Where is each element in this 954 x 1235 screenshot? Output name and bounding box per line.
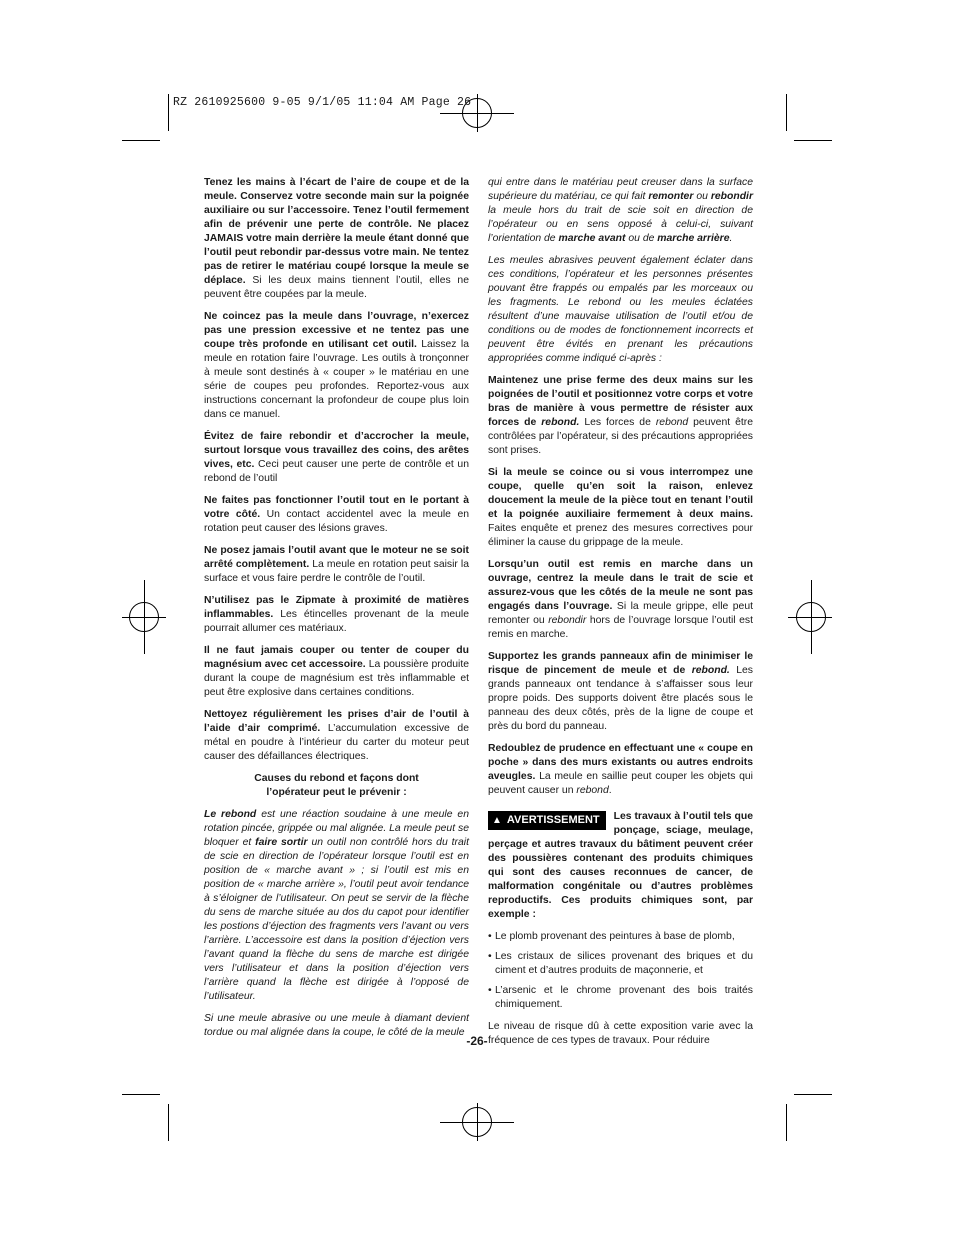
registration-line [477,94,478,132]
safety-paragraph: Maintenez une prise ferme des deux mains sur les poignées de l’outil et positionnez votre corps et votre bras de manière à vous permettre de résister aux forces de rebond. Les forces de rebond peuvent être contrôlées par l’opérateur, si des précautions appropriées sont prises. [488,375,753,456]
kickback-paragraph-continued: Si une meule abrasive ou une meule à diamant devient tordue ou mal alignée dans la coupe, le côté de la meule [204,1013,469,1038]
crop-mark [168,94,169,131]
registration-line [811,580,812,654]
closing-paragraph: Le niveau de risque dû à cette exposition varie avec la fréquence de ces types de travaux. Pour réduire [488,1021,753,1046]
safety-paragraph: Évitez de faire rebondir et d’accrocher la meule, surtout lorsque vous travaillez des coins, des arêtes vives, etc. Ceci peut causer une perte de contrôle et un rebond de l’outil [204,431,469,484]
list-item: • Les cristaux de silices provenant des briques et du ciment et d’autres produits de maçonnerie, et [488,950,753,978]
left-column [204,176,469,1048]
warning-badge: ▲ AVERTISSEMENT [488,811,606,830]
warning-triangle-icon: ▲ [492,815,502,826]
kickback-heading: Causes du rebond et façons dont l’opérateur peut le prévenir : [254,773,419,798]
safety-paragraph: Lorsqu’un outil est remis en marche dans un ouvrage, centrez la meule dans le trait de scie et assurez-vous que les côtés de la meule ne sont pas engagés dans l’ouvrage. Si la meule grippe, elle peut remonter ou rebondir hors de l’ouvrage lorsque l’outil est remis en marche. [488,559,753,640]
safety-paragraph: Tenez les mains à l’écart de l’aire de coupe et de la meule. Conservez votre seconde main sur la poignée auxiliaire ou sur l’accessoire. Tenez l’outil fermement afin de prévenir une perte de contrôle. Ne placez JAMAIS votre main derrière la meule étant donné que l’outil peut rebondir par-dessus votre main. Ne tentez pas de retirer le matériau coupé lorsque la meule se déplace. Si les deux mains tiennent l’outil, elles ne peuvent être coupées par la meule. [204,177,469,300]
list-item: • Le plomb provenant des peintures à base de plomb, [488,930,753,944]
safety-paragraph: Ne faites pas fonctionner l’outil tout en le portant à votre côté. Un contact accidentel avec la meule en rotation peut causer des lésions graves. [204,495,469,534]
kickback-paragraph: Le rebond est une réaction soudaine à une meule en rotation pincée, grippée ou mal alignée. La meule peut se bloquer et faire sortir un outil non contrôlé hors du trait de scie en direction de l’opérateur lorsque l’outil est en position de « marche avant » ; si l’outil est mis en position de « marche arrière », l’outil peut avoir tendance à s’éloigner de l’utilisateur. On peut se servir de la flèche du sens de marche située au dos du capot pour identifier les postions d’éjection des fragments vers l’avant ou vers l’arrière. L’accessoire est dans la position d’éjection vers l’avant quand la flèche du sens de marche est dirigée vers l’utilisateur et dans la position d’éjection vers l’arrière quand la flèche est dirigée à l’opposé de l’utilisateur. [204,809,469,1002]
italic-paragraph: Les meules abrasives peuvent également éclater dans ces conditions, l’opérateur et les personnes présentes pouvant être frappés ou empalés par les morceaux ou les fragments. Le rebond ou les meules éclatées résultent d’une mauvaise utilisation de l’outil et/ou de conditions ou de modes de fonctionnement incorrects et peuvent être évités en prenant les précautions appropriées comme indiqué ci-après : [488,255,753,364]
kickback-paragraph-continuation: qui entre dans le matériau peut creuser dans la surface supérieure du matériau, ce qui fait remonter ou rebondir la meule hors du trait de scie soit en direction de l’opérateur ou en sens opposé à celui-ci, suivant l’orientation de marche avant ou de marche arrière. [488,177,753,244]
safety-paragraph: Ne posez jamais l’outil avant que le moteur ne se soit arrêté complètement. La meule en rotation peut saisir la surface et vous faire perdre le contrôle de l’outil. [204,545,469,584]
crop-mark [794,1094,832,1095]
safety-paragraph: Supportez les grands panneaux afin de minimiser le risque de pincement de meule et de rebond. Les grands panneaux ont tendance à s’affaisser sous leur propre poids. Des supports doivent être placés sous le panneau des deux côtés, près de la ligne de coupe et près du bord du panneau. [488,651,753,732]
crop-mark [786,94,787,131]
crop-mark [786,1104,787,1141]
crop-mark [168,1104,169,1141]
list-item: • L’arsenic et le chrome provenant des bois traités chimiquement. [488,984,753,1012]
safety-paragraph: Nettoyez régulièrement les prises d’air de l’outil à l’aide d’air comprimé. L’accumulation excessive de métal en poudre à l’intérieur du carter du moteur peut causer des défaillances électriques. [204,709,469,762]
print-slug: RZ 2610925600 9-05 9/1/05 11:04 AM Page 26 [173,96,472,109]
safety-paragraph: Redoublez de prudence en effectuant une « coupe en poche » dans des murs existants ou autres endroits aveugles. La meule en saillie peut couper les objets qui peuvent causer un rebond. [488,743,753,796]
right-column [488,176,753,1056]
warning-text: Les travaux à l’outil tels que ponçage, sciage, meulage, perçage et autres travaux du bâtiment peuvent créer des poussières contenant des produits chimiques qui sont des causes reconnues de cancer, de malformation congénitale ou d’autres problèmes reproductifs. Ces produits chimiques sont, par exemple : [488,811,753,920]
safety-paragraph: Il ne faut jamais couper ou tenter de couper du magnésium avec cet accessoire. La poussière produite durant la coupe de magnésium est très inflammable et peut être explosive dans certaines conditions. [204,645,470,698]
registration-line [788,617,832,618]
registration-line [144,580,145,654]
crop-mark [122,1094,160,1095]
bullet-list [488,930,753,1012]
safety-paragraph: Ne coincez pas la meule dans l’ouvrage, n’exercez pas une pression excessive et ne tentez pas une coupe très profonde en utilisant cet outil. Laissez la meule en rotation faire l’ouvrage. Les outils à tronçonner à meule sont destinés à « couper » le matériau en une série de coupes peu profondes. Reportez-vous aux instructions concernant la profondeur de coupe plus loin dans ce manuel. [204,311,469,420]
crop-mark [794,140,832,141]
warning-block [488,810,753,922]
page-number: -26- [466,1034,488,1048]
crop-mark [122,140,160,141]
safety-paragraph: N’utilisez pas le Zipmate à proximité de matières inflammables. Les étincelles provenant de la meule pourrait allumer ces matériaux. [204,595,469,634]
safety-paragraph: Si la meule se coince ou si vous interrompez une coupe, quelle qu’en soit la raison, enlevez doucement la meule de la pièce tout en tenant l’outil et la poignée auxiliaire fermement à deux mains. Faites enquête et prenez des mesures correctives pour éliminer la cause du grippage de la meule. [488,467,753,548]
registration-line [477,1103,478,1141]
